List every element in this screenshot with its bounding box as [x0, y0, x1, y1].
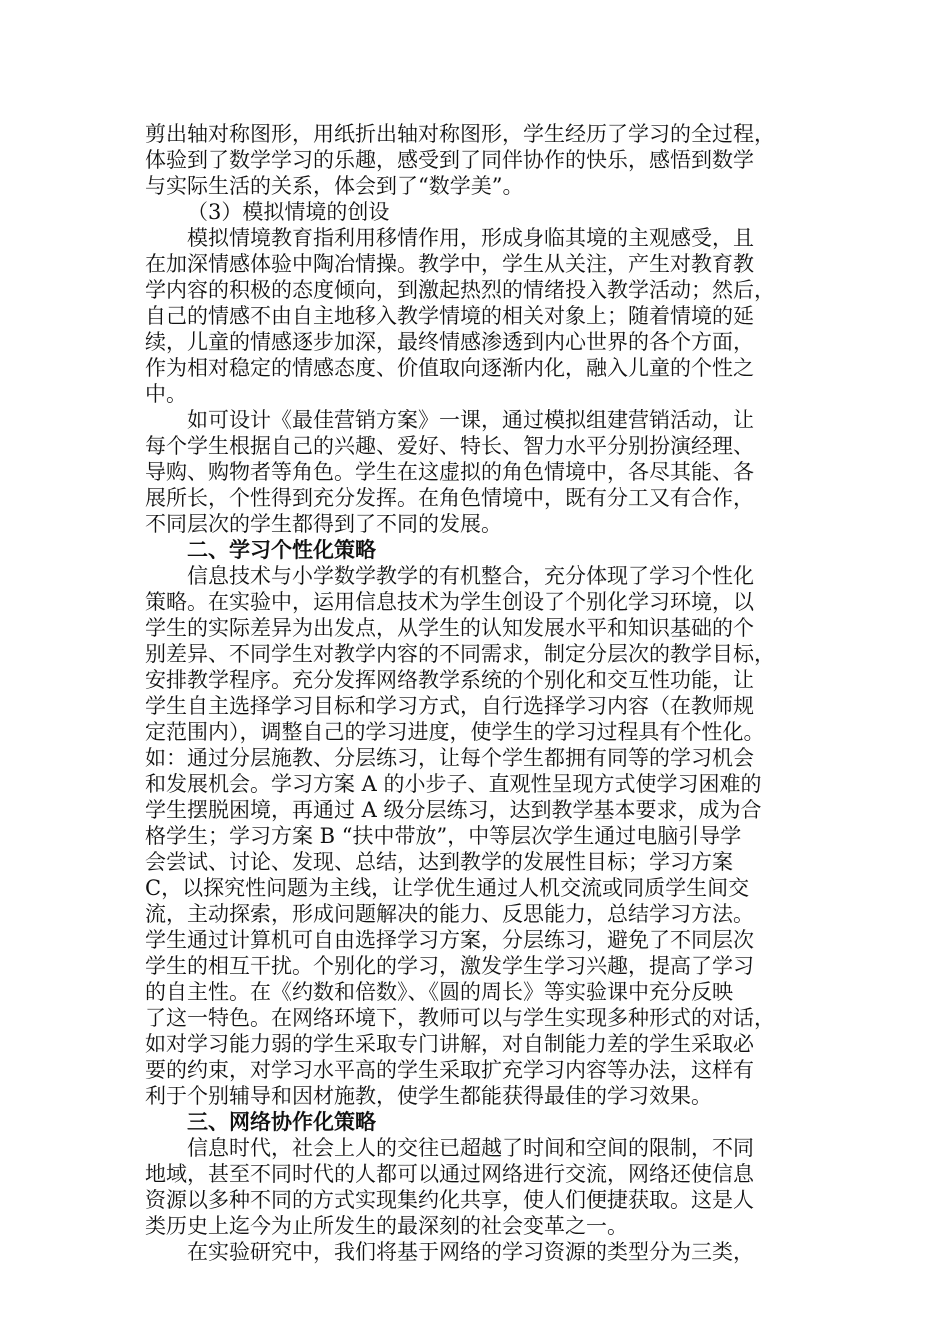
text-line: 安排教学程序。充分发挥网络教学系统的个别化和交互性功能，让	[145, 668, 754, 692]
text-line: 作为相对稳定的情感态度、价值取向逐渐内化，融入儿童的个性之	[145, 356, 754, 380]
text-line: 如对学习能力弱的学生采取专门讲解，对自制能力差的学生采取必	[145, 1032, 754, 1056]
text-line: 续，儿童的情感逐步加深，最终情感渗透到内心世界的各个方面，	[145, 330, 754, 354]
text-line: 剪出轴对称图形，用纸折出轴对称图形，学生经历了学习的全过程，	[145, 122, 775, 146]
text-line: 的自主性。在《约数和倍数》、《圆的周长》等实验课中充分反映	[145, 980, 733, 1004]
text-line: 类历史上迄今为止所发生的最深刻的社会变革之一。	[145, 1214, 628, 1238]
text-line: 不同层次的学生都得到了不同的发展。	[145, 512, 502, 536]
text-line: 在实验研究中，我们将基于网络的学习资源的类型分为三类，	[187, 1240, 754, 1264]
section-heading: 二、学习个性化策略	[187, 537, 376, 562]
document-body	[145, 121, 815, 1265]
text-line: 学生的相互干扰。个别化的学习，激发学生学习兴趣，提高了学习	[145, 954, 754, 978]
text-line: 了这一特色。在网络环境下，教师可以与学生实现多种形式的对话，	[145, 1006, 775, 1030]
text-line: 策略。在实验中，运用信息技术为学生创设了个别化学习环境，以	[145, 590, 754, 614]
text-line: 如：通过分层施教、分层练习，让每个学生都拥有同等的学习机会	[145, 746, 754, 770]
text-line: 信息时代，社会上人的交往已超越了时间和空间的限制，不同	[187, 1136, 754, 1160]
text-line: 如可设计《最佳营销方案》一课，通过模拟组建营销活动，让	[187, 408, 754, 432]
text-line: 每个学生根据自己的兴趣、爱好、特长、智力水平分别扮演经理、	[145, 434, 754, 458]
text-line: C，以探究性问题为主线，让学优生通过人机交流或同质学生间交	[145, 876, 750, 900]
text-line: 中。	[145, 382, 187, 406]
text-line: 自己的情感不由自主地移入教学情境的相关对象上；随着情境的延	[145, 304, 754, 328]
text-line: 格学生；学习方案 B “扶中带放”，中等层次学生通过电脑引导学	[145, 824, 742, 848]
text-line: 展所长，个性得到充分发挥。在角色情境中，既有分工又有合作，	[145, 486, 754, 510]
text-line: 和发展机会。学习方案 A 的小步子、直观性呈现方式使学习困难的	[145, 772, 762, 796]
text-line: 学生的实际差异为出发点，从学生的认知发展水平和知识基础的个	[145, 616, 754, 640]
text-line: （3）模拟情境的创设	[187, 200, 390, 224]
text-line: 学生自主选择学习目标和学习方式，自行选择学习内容（在教师规	[145, 694, 754, 718]
text-line: 模拟情境教育指利用移情作用，形成身临其境的主观感受，且	[187, 226, 754, 250]
text-line: 学生摆脱困境，再通过 A 级分层练习，达到教学基本要求，成为合	[145, 798, 762, 822]
section-heading: 三、网络协作化策略	[187, 1109, 376, 1134]
text-line: 别差异、不同学生对教学内容的不同需求，制定分层次的教学目标，	[145, 642, 775, 666]
text-line: 与实际生活的关系，体会到了“数学美”。	[145, 174, 524, 198]
text-line: 资源以多种不同的方式实现集约化共享，使人们便捷获取。这是人	[145, 1188, 754, 1212]
text-line: 导购、购物者等角色。学生在这虚拟的角色情境中，各尽其能、各	[145, 460, 754, 484]
text-line: 流，主动探索，形成问题解决的能力、反思能力，总结学习方法。	[145, 902, 754, 926]
text-line: 要的约束，对学习水平高的学生采取扩充学习内容等办法，这样有	[145, 1058, 754, 1082]
text-line: 地域，甚至不同时代的人都可以通过网络进行交流，网络还使信息	[145, 1162, 754, 1186]
text-line: 体验到了数学学习的乐趣，感受到了同伴协作的快乐，感悟到数学	[145, 148, 754, 172]
text-line: 会尝试、讨论、发现、总结，达到教学的发展性目标；学习方案	[145, 850, 733, 874]
text-line: 信息技术与小学数学教学的有机整合，充分体现了学习个性化	[187, 564, 754, 588]
text-line: 学生通过计算机可自由选择学习方案，分层练习，避免了不同层次	[145, 928, 754, 952]
text-line: 在加深情感体验中陶冶情操。教学中，学生从关注，产生对教育教	[145, 252, 754, 276]
text-line: 利于个别辅导和因材施教，使学生都能获得最佳的学习效果。	[145, 1084, 712, 1108]
text-line: 定范围内），调整自己的学习进度，使学生的学习过程具有个性化。	[145, 720, 765, 744]
text-line: 学内容的积极的态度倾向，到激起热烈的情绪投入教学活动；然后，	[145, 278, 775, 302]
